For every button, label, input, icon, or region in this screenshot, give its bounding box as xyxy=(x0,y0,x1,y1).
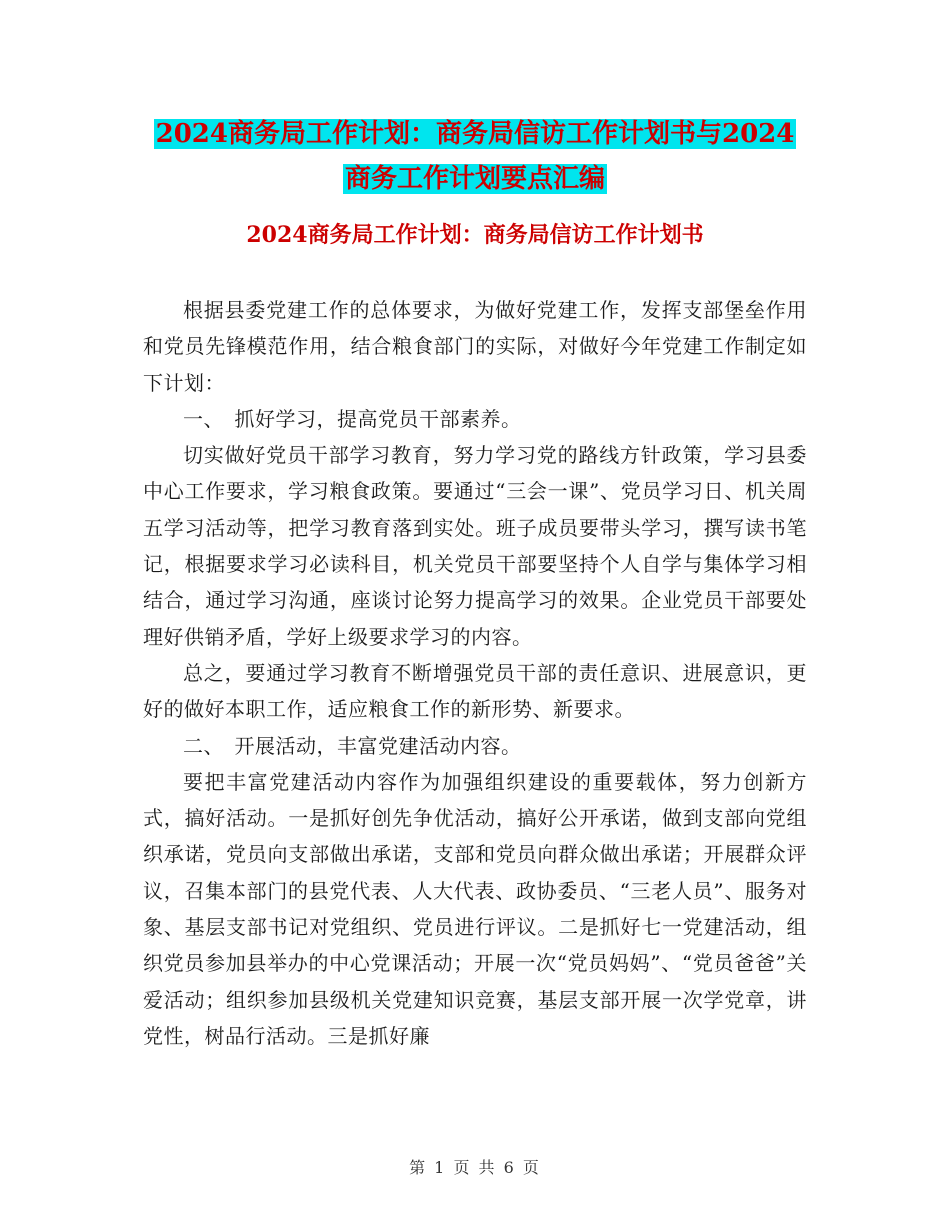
paragraph-activities: 要把丰富党建活动内容作为加强组织建设的重要载体，努力创新方式，搞好活动。一是抓好创先争优活动，搞好公开承诺，做到支部向党组织承诺，党员向支部做出承诺，支部和党员向群众做出承诺；开展群众评议，召集本部门的县党代表、人大代表、政协委员、“三老人员”、服务对象、基层支部书记对党组织、党员进行评议。二是抓好七一党建活动，组织党员参加县举办的中心党课活动；开展一次“党员妈妈”、“党员爸爸”关爱活动；组织参加县级机关党建知识竞赛，基层支部开展一次学党章，讲党性，树品行活动。三是抓好廉 xyxy=(143,769,807,1048)
heading-two: 二、 开展活动，丰富党建活动内容。 xyxy=(183,733,522,758)
document-title-line1: 2024商务局工作计划：商务局信访工作计划书与2024 xyxy=(155,119,795,149)
section-title: 2024商务局工作计划：商务局信访工作计划书 xyxy=(246,222,704,248)
document-body xyxy=(143,292,807,1054)
page-footer: 第 1 页 共 6 页 xyxy=(409,1158,541,1177)
paragraph-summary: 总之，要通过学习教育不断增强党员干部的责任意识、进展意识，更好的做好本职工作，适应粮食工作的新形势、新要求。 xyxy=(143,660,807,722)
document-title-line2: 商务工作计划要点汇编 xyxy=(344,164,605,194)
heading-one: 一、 抓好学习，提高党员干部素养。 xyxy=(183,406,522,431)
paragraph-study: 切实做好党员干部学习教育，努力学习党的路线方针政策，学习县委中心工作要求，学习粮食政策。要通过“三会一课”、党员学习日、机关周五学习活动等，把学习教育落到实处。班子成员要带头学习，撰写读书笔记，根据要求学习必读科目，机关党员干部要坚持个人自学与集体学习相结合，通过学习沟通，座谈讨论努力提高学习的效果。企业党员干部要处理好供销矛盾，学好上级要求学习的内容。 xyxy=(143,443,807,649)
document-title xyxy=(140,112,810,202)
paragraph-intro: 根据县委党建工作的总体要求，为做好党建工作，发挥支部堡垒作用和党员先锋模范作用，结合粮食部门的实际，对做好今年党建工作制定如下计划： xyxy=(143,298,807,395)
